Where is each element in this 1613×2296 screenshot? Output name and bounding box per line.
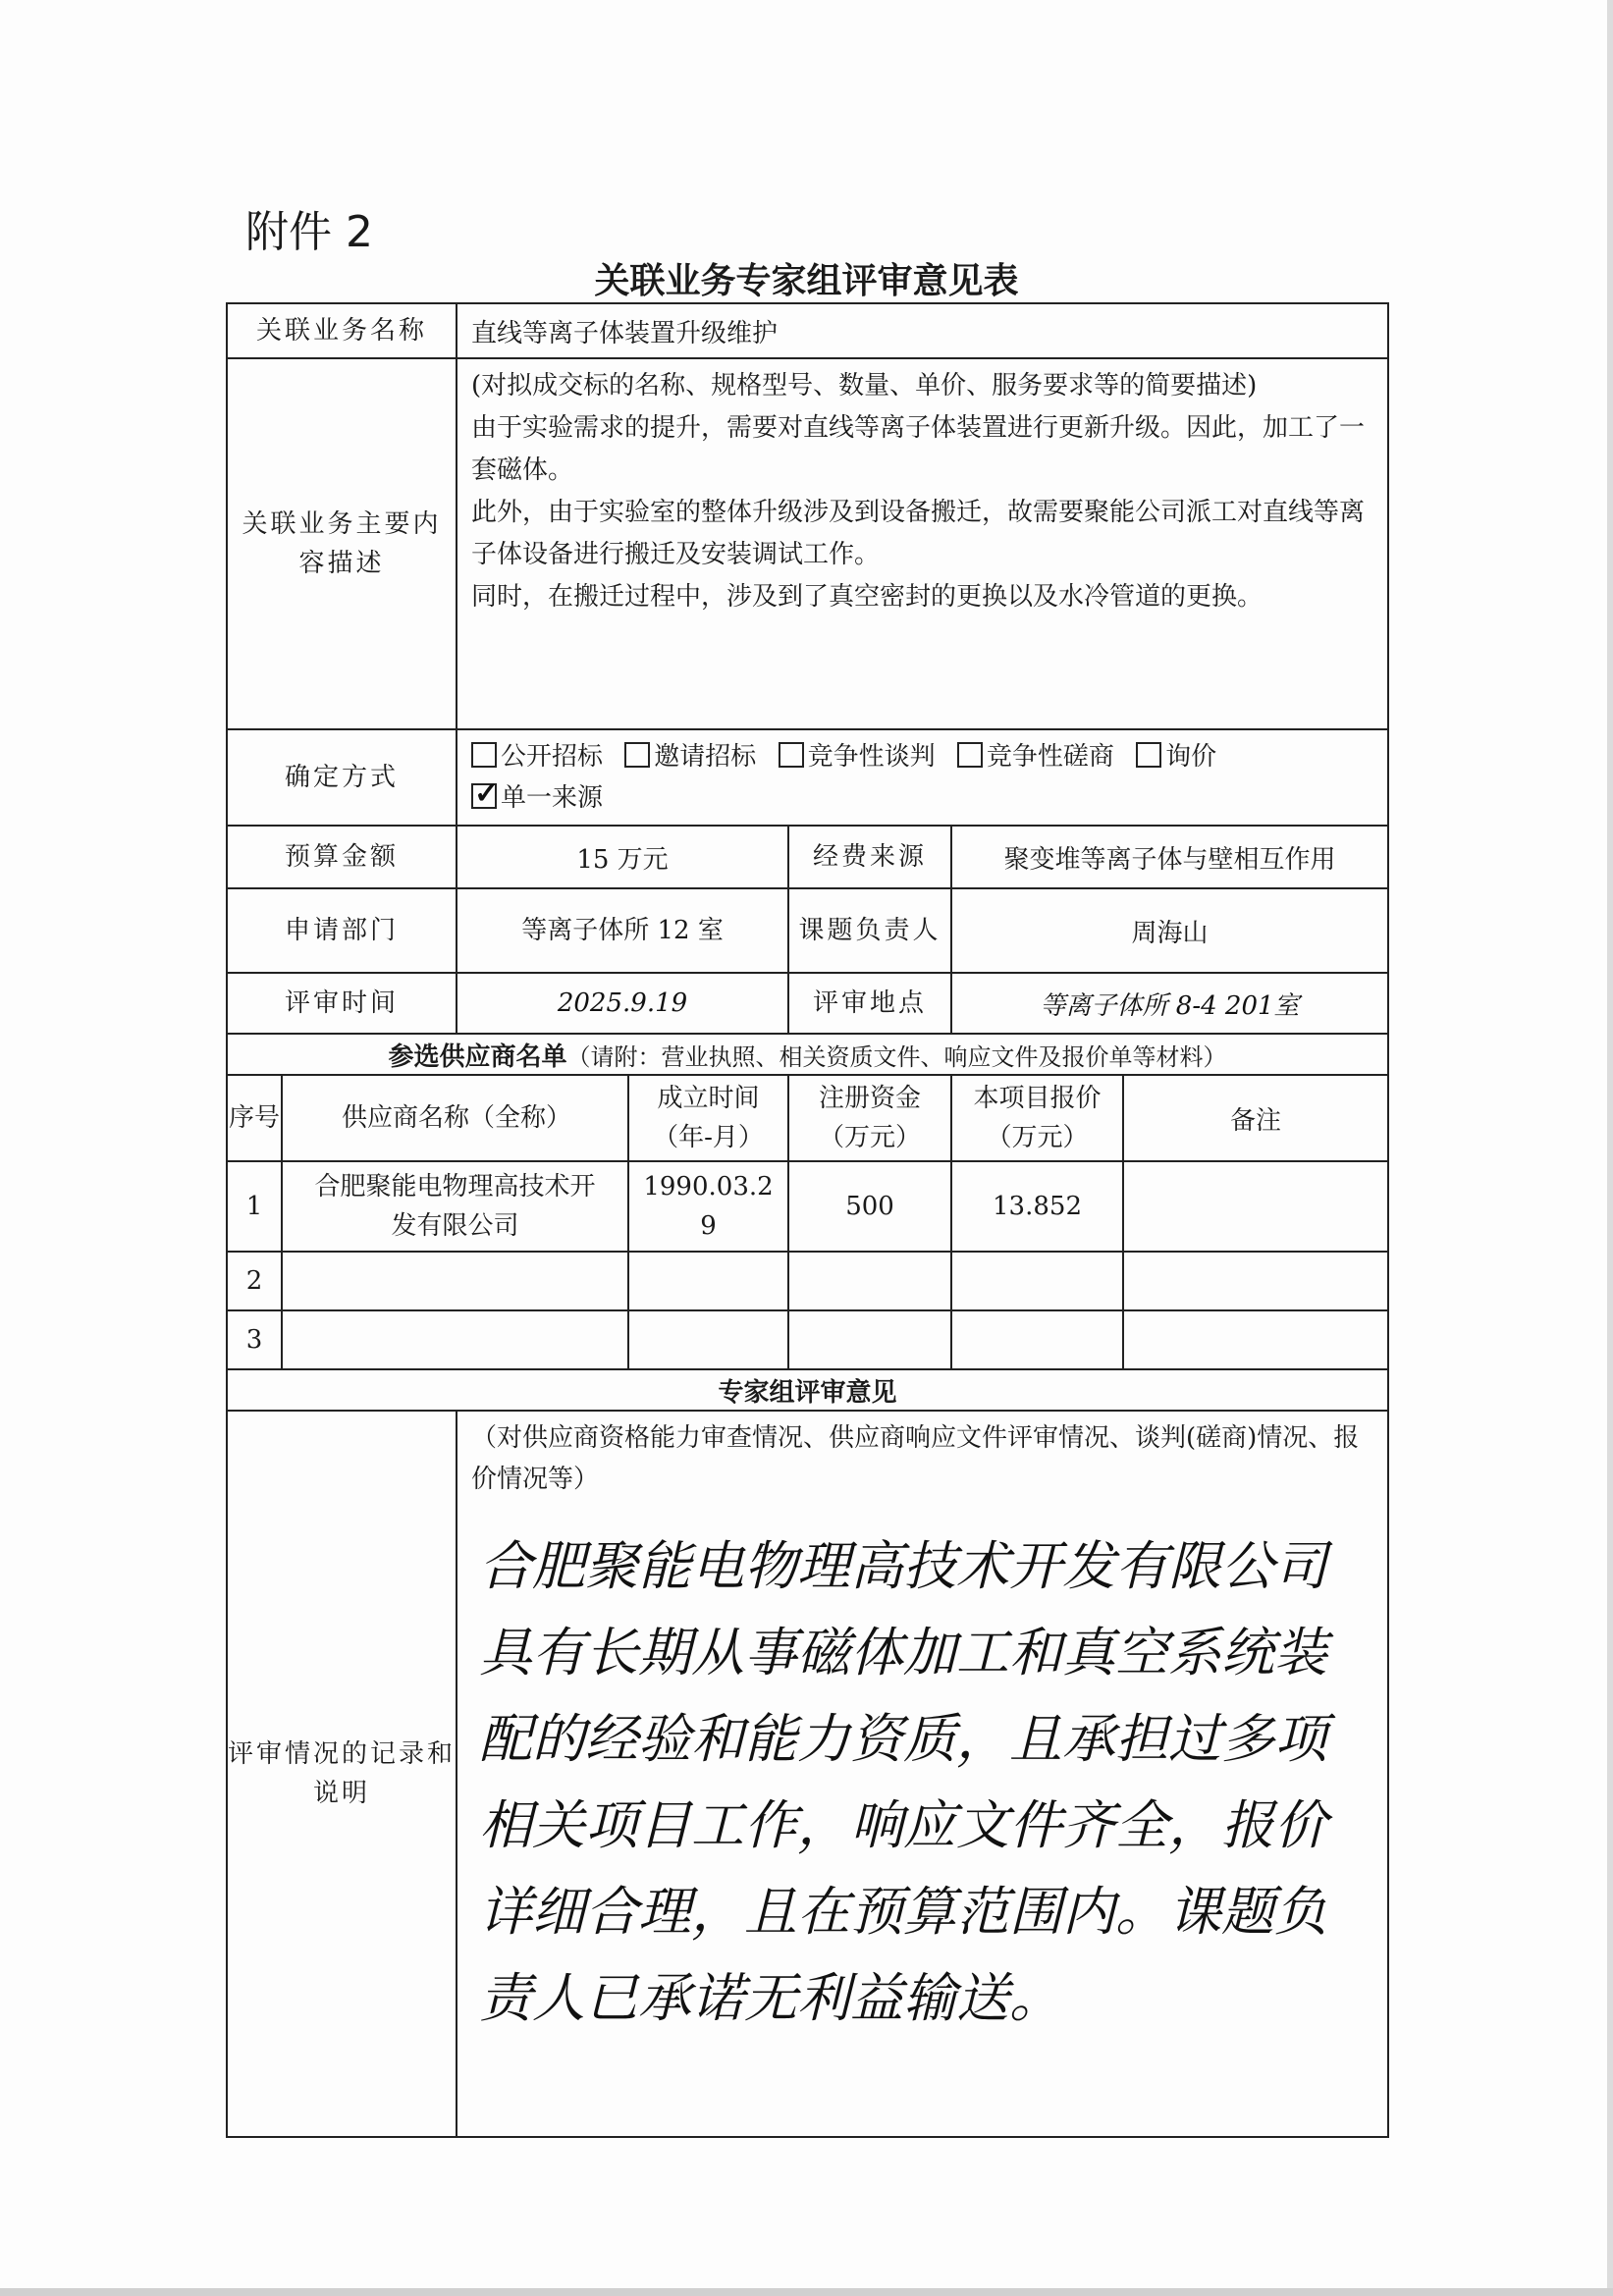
suppliers-heading-hint: （请附：营业执照、相关资质文件、响应文件及报价单等材料） bbox=[566, 1042, 1227, 1071]
row-no: 3 bbox=[227, 1310, 282, 1369]
fund-source-value: 聚变堆等离子体与壁相互作用 bbox=[951, 826, 1388, 888]
row-note bbox=[1123, 1310, 1388, 1369]
col-header-name: 供应商名称（全称） bbox=[282, 1075, 628, 1161]
checkbox-icon[interactable] bbox=[779, 742, 804, 768]
description-label: 关联业务主要内容描述 bbox=[227, 358, 457, 729]
review-place-label: 评审地点 bbox=[788, 973, 951, 1034]
checkbox-icon[interactable] bbox=[471, 742, 497, 768]
method-option[interactable]: 询价 bbox=[1136, 742, 1216, 772]
handwritten-opinion: 合肥聚能电物理高技术开发有限公司具有长期从事磁体加工和真空系统装配的经验和能力资质，且承担过多项相关项目工作，响应文件齐全，报价详细合理，且在预算范围内。课题负责人已承诺无利益输送。 bbox=[479, 1535, 1328, 2029]
attachment-label: 附件 2 bbox=[245, 207, 373, 257]
business-name-label: 关联业务名称 bbox=[227, 303, 457, 358]
row-founded: 1990.03.29 bbox=[628, 1161, 788, 1252]
row-supplier-name: 合肥聚能电物理高技术开发有限公司 bbox=[282, 1161, 628, 1252]
scan-bottom-edge bbox=[0, 2288, 1613, 2296]
row-supplier-name bbox=[282, 1310, 628, 1369]
opinion-content bbox=[457, 1411, 1388, 2137]
method-option[interactable]: 竞争性磋商 bbox=[957, 742, 1114, 772]
document-title: 关联业务专家组评审意见表 bbox=[594, 261, 1019, 301]
checkbox-icon[interactable] bbox=[957, 742, 983, 768]
description-paragraph: 此外，由于实验室的整体升级涉及到设备搬迁，故需要聚能公司派工对直线等离子体设备进行搬迁及安装调试工作。 bbox=[471, 498, 1366, 569]
row-founded bbox=[628, 1252, 788, 1310]
row-no: 1 bbox=[227, 1161, 282, 1252]
row-quote bbox=[951, 1310, 1123, 1369]
fund-source-label: 经费来源 bbox=[788, 826, 951, 888]
description-content bbox=[457, 358, 1388, 729]
table-row bbox=[227, 1252, 1388, 1310]
business-name-value: 直线等离子体装置升级维护 bbox=[457, 303, 1388, 358]
method-option[interactable]: 竞争性谈判 bbox=[779, 742, 936, 772]
opinion-hint: （对供应商资格能力审查情况、供应商响应文件评审情况、谈判(磋商)情况、报价情况等） bbox=[471, 1423, 1360, 1494]
scan-edge bbox=[1607, 0, 1613, 2296]
review-place-value: 等离子体所 8-4 201室 bbox=[951, 973, 1388, 1034]
checkbox-icon[interactable] bbox=[624, 742, 650, 768]
method-option[interactable]: 邀请招标 bbox=[624, 742, 756, 772]
row-quote: 13.852 bbox=[951, 1161, 1123, 1252]
description-hint: (对拟成交标的名称、规格型号、数量、单价、服务要求等的简要描述) bbox=[471, 371, 1258, 400]
description-paragraph: 由于实验需求的提升，需要对直线等离子体装置进行更新升级。因此，加工了一套磁体。 bbox=[471, 413, 1366, 485]
review-form-table bbox=[226, 302, 1389, 2138]
col-header-founded: 成立时间（年-月） bbox=[628, 1075, 788, 1161]
leader-value: 周海山 bbox=[951, 888, 1388, 973]
table-row bbox=[227, 1161, 1388, 1252]
col-header-quote: 本项目报价（万元） bbox=[951, 1075, 1123, 1161]
leader-label: 课题负责人 bbox=[788, 888, 951, 973]
department-label: 申请部门 bbox=[227, 888, 457, 973]
budget-value: 15 万元 bbox=[457, 826, 788, 888]
checkbox-icon[interactable] bbox=[1136, 742, 1161, 768]
row-founded bbox=[628, 1310, 788, 1369]
review-time-label: 评审时间 bbox=[227, 973, 457, 1034]
row-capital bbox=[788, 1252, 951, 1310]
row-note bbox=[1123, 1252, 1388, 1310]
col-header-capital: 注册资金（万元） bbox=[788, 1075, 951, 1161]
method-option[interactable]: 公开招标 bbox=[471, 742, 603, 772]
checked-checkbox-icon[interactable] bbox=[471, 783, 497, 809]
opinion-heading: 专家组评审意见 bbox=[227, 1369, 1388, 1411]
review-time-value: 2025.9.19 bbox=[457, 973, 788, 1034]
department-value: 等离子体所 12 室 bbox=[457, 888, 788, 973]
budget-label: 预算金额 bbox=[227, 826, 457, 888]
row-capital bbox=[788, 1310, 951, 1369]
col-header-note: 备注 bbox=[1123, 1075, 1388, 1161]
opinion-label: 评审情况的记录和说明 bbox=[227, 1411, 457, 2137]
description-paragraph: 同时，在搬迁过程中，涉及到了真空密封的更换以及水冷管道的更换。 bbox=[471, 582, 1264, 612]
suppliers-heading: 参选供应商名单（请附：营业执照、相关资质文件、响应文件及报价单等材料） bbox=[227, 1034, 1388, 1075]
row-capital: 500 bbox=[788, 1161, 951, 1252]
method-option-selected[interactable]: ✓单一来源 bbox=[471, 783, 603, 813]
table-row bbox=[227, 1310, 1388, 1369]
row-note bbox=[1123, 1161, 1388, 1252]
method-label: 确定方式 bbox=[227, 729, 457, 826]
col-header-no: 序号 bbox=[227, 1075, 282, 1161]
row-quote bbox=[951, 1252, 1123, 1310]
row-no: 2 bbox=[227, 1252, 282, 1310]
method-options bbox=[457, 729, 1388, 826]
row-supplier-name bbox=[282, 1252, 628, 1310]
